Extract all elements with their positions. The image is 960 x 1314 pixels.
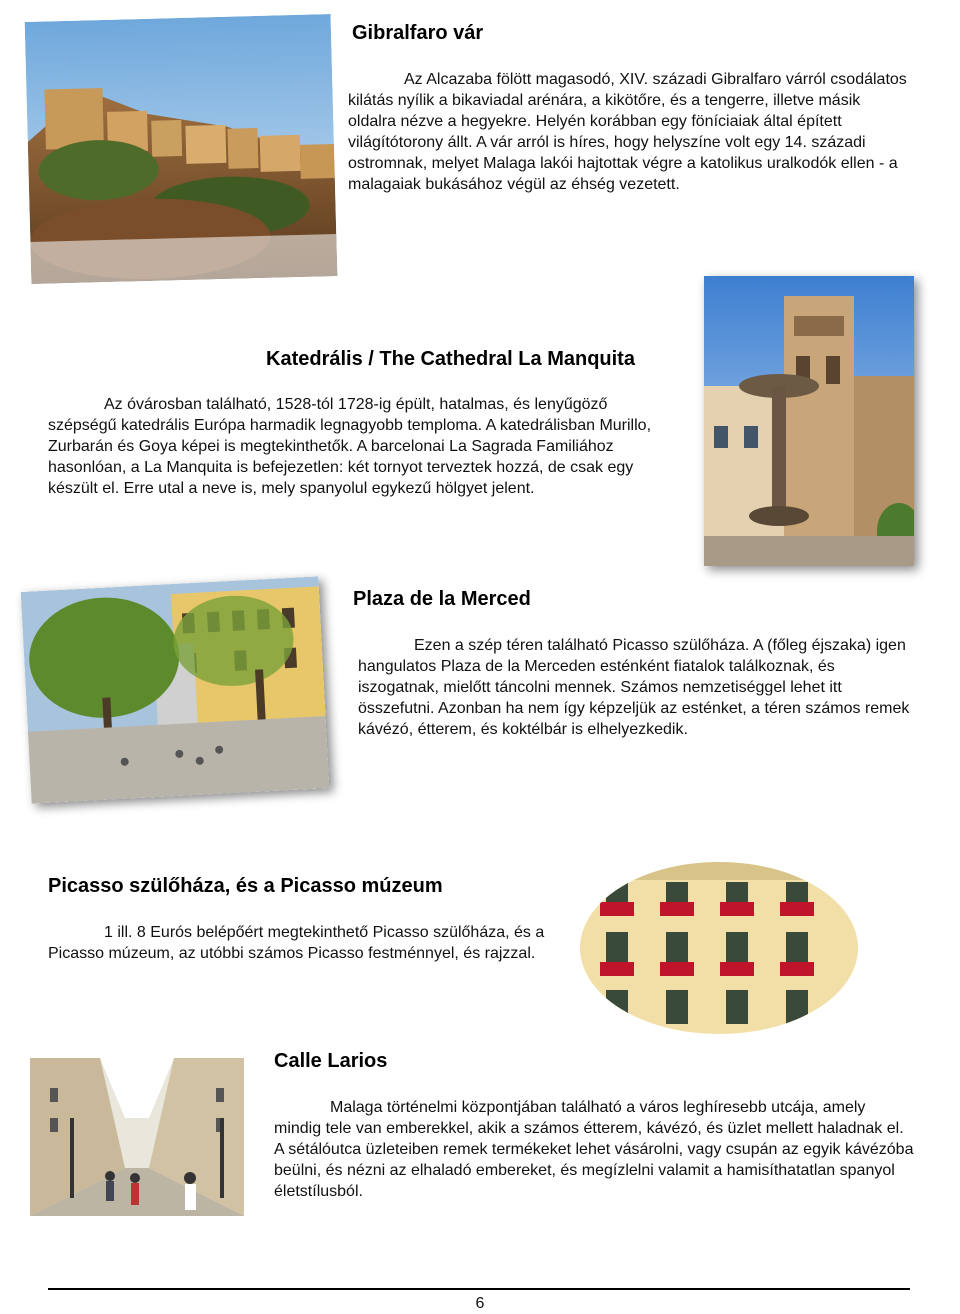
building-photo (580, 862, 858, 1034)
larios-title: Calle Larios (274, 1050, 388, 1072)
katedralis-text (48, 394, 674, 499)
larios-text (274, 1097, 914, 1202)
merced-title: Plaza de la Merced (353, 588, 531, 610)
larios-text-content: Malaga történelmi központjában található a város leghíresebb utcája, amely mindig tele van emberekkel, akik a számos étterem, kávézó, és üzlet mellett haladnak el. A sétálóutca üzleteiben remek termékeket lehet vásárolni, vagy csupán az egyik kávézóba beülni, és nézni az elhaladó embereket, és megízlelni valamit a hamisíthatatlan spanyol életstílusból. (274, 1099, 914, 1200)
katedralis-text-content: Az óvárosban található, 1528-tól 1728-ig épült, hatalmas, és lenyűgöző szépségű katedrális Európa harmadik legnagyobb temploma. A katedrálisban Murillo, Zurbarán és Goya képei is megtekinthetők. A barcelonai La Sagrada Familiához hasonlóan, a La Manquita is befejezetlen: két tornyot terveztek hozzá, de csak egy készült el. Erre utal a neve is, mely spanyolul egykezű hölgyet jelent. (48, 396, 652, 497)
street-photo (30, 1058, 244, 1216)
footer-rule (48, 1288, 910, 1290)
gibralfaro-text-content: Az Alcazaba fölött magasodó, XIV. századi Gibralfaro várról csodálatos kilátás nyílik a bikaviadal arénára, a kikötőre, és a tengerre, illetve másik oldalra nézve a hegyekre. Helyén korábban egy föníciaiak által épített világítótorony állt. A vár arról is híres, hogy helyszíne volt egy 14. századi ostromnak, melyet Malaga lakói hajtottak végre a katolikus uralkodók ellen - a malagaiak bukásához végül az éhség vezetett. (348, 71, 907, 193)
gibralfaro-text (348, 69, 908, 195)
plaza-photo (21, 576, 330, 803)
merced-text (358, 635, 918, 740)
picasso-title: Picasso szülőháza, és a Picasso múzeum (48, 875, 443, 897)
castle-photo (25, 14, 338, 284)
page-number: 6 (475, 1295, 485, 1312)
gibralfaro-title: Gibralfaro vár (352, 22, 484, 44)
picasso-text (48, 922, 548, 964)
cathedral-photo (704, 276, 914, 566)
merced-text-content: Ezen a szép téren található Picasso szülőháza. A (főleg éjszaka) igen hangulatos Plaza de la Merceden esténként fiatalok találkoznak, és iszogatnak, mielőtt táncolni mennek. Számos nemzetiséggel lehet itt összefutni. Azonban ha nem így képzeljük az esténket, a téren számos remek kávézó, étterem, és koktélbár is elhelyezkedik. (358, 637, 910, 738)
picasso-text-content: 1 ill. 8 Eurós belépőért megtekinthető Picasso szülőháza, és a Picasso múzeum, az utóbbi számos Picasso festménnyel, és rajzzal. (48, 924, 545, 962)
katedralis-title: Katedrális / The Cathedral La Manquita (266, 348, 635, 370)
